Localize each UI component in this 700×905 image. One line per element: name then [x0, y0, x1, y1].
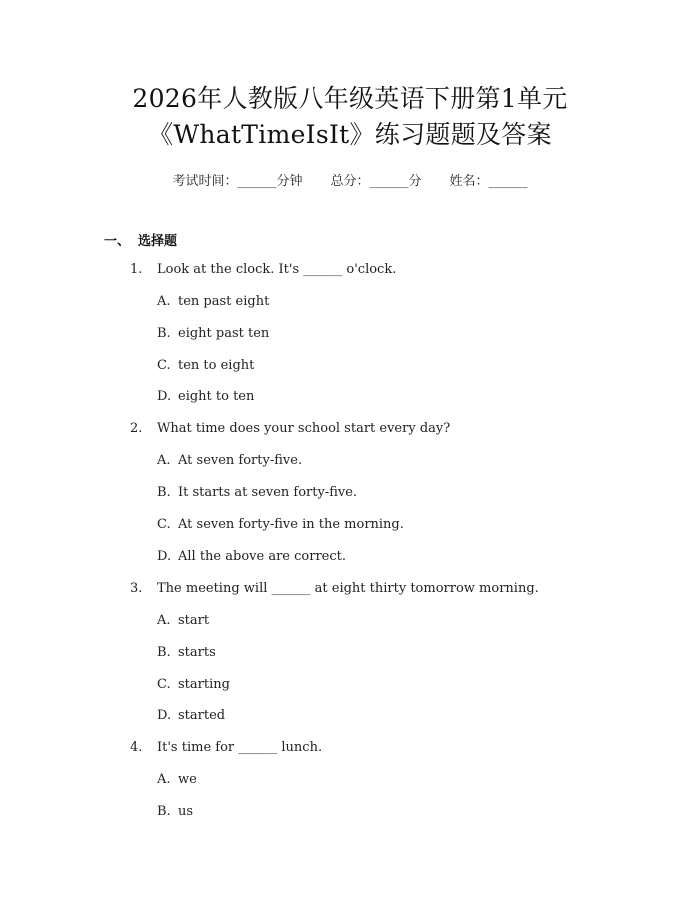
section-number: 一、 — [104, 234, 131, 249]
question-number: 1. — [130, 262, 143, 277]
option-text: eight to ten — [178, 389, 255, 404]
question-1-option-a — [157, 294, 269, 309]
option-label: D. — [157, 389, 172, 404]
question-3-option-c — [157, 677, 230, 692]
option-text: we — [178, 772, 197, 787]
question-2-option-b — [157, 485, 357, 500]
question-2-option-a — [157, 453, 302, 468]
question-4-option-a — [157, 772, 197, 787]
question-3 — [130, 581, 539, 596]
option-text: started — [178, 708, 226, 723]
document-title-line-2: 《WhatTimeIsIt》练习题题及答案 — [148, 120, 552, 149]
option-text: It starts at seven forty-five. — [178, 485, 358, 500]
document-title-line-1: 2026年人教版八年级英语下册第1单元 — [132, 84, 568, 113]
question-number: 4. — [130, 740, 143, 755]
option-label: A. — [157, 772, 171, 787]
option-text: At seven forty-five. — [178, 453, 303, 468]
option-text: start — [178, 613, 210, 628]
option-text: starting — [178, 677, 230, 692]
option-label: A. — [157, 613, 171, 628]
question-1 — [130, 262, 396, 277]
section-heading — [104, 230, 177, 249]
question-4-option-b — [157, 804, 193, 819]
question-2-option-d — [157, 549, 346, 564]
option-label: D. — [157, 549, 172, 564]
question-3-option-d — [157, 708, 225, 723]
option-label: B. — [157, 645, 171, 660]
option-text: ten past eight — [178, 294, 270, 309]
question-3-option-b — [157, 645, 216, 660]
question-2 — [130, 421, 450, 436]
question-text: What time does your school start every day? — [157, 421, 451, 436]
option-label: B. — [157, 485, 171, 500]
option-text: All the above are correct. — [178, 549, 346, 564]
option-label: B. — [157, 326, 171, 341]
option-label: C. — [157, 517, 171, 532]
total-score-field: 总分：______分 — [330, 174, 422, 189]
option-label: C. — [157, 677, 171, 692]
question-text: Look at the clock. It's ______ o'clock. — [157, 262, 397, 277]
question-2-option-c — [157, 517, 404, 532]
option-label: D. — [157, 708, 172, 723]
exam-info-line — [0, 170, 700, 189]
question-4 — [130, 740, 322, 755]
option-text: eight past ten — [178, 326, 270, 341]
option-label: A. — [157, 294, 171, 309]
question-1-option-b — [157, 326, 269, 341]
student-name-field: 姓名：______ — [449, 174, 528, 189]
option-text: ten to eight — [178, 358, 255, 373]
question-1-option-c — [157, 358, 254, 373]
option-text: us — [178, 804, 194, 819]
question-text: It's time for ______ lunch. — [157, 740, 323, 755]
question-number: 2. — [130, 421, 143, 436]
section-title: 选择题 — [138, 234, 178, 249]
option-label: A. — [157, 453, 171, 468]
question-3-option-a — [157, 613, 209, 628]
option-label: B. — [157, 804, 171, 819]
question-text: The meeting will ______ at eight thirty tomorrow morning. — [157, 581, 539, 596]
exam-time-field: 考试时间：______分钟 — [172, 174, 303, 189]
question-1-option-d — [157, 389, 254, 404]
option-text: At seven forty-five in the morning. — [178, 517, 404, 532]
option-text: starts — [178, 645, 216, 660]
question-number: 3. — [130, 581, 143, 596]
option-label: C. — [157, 358, 171, 373]
